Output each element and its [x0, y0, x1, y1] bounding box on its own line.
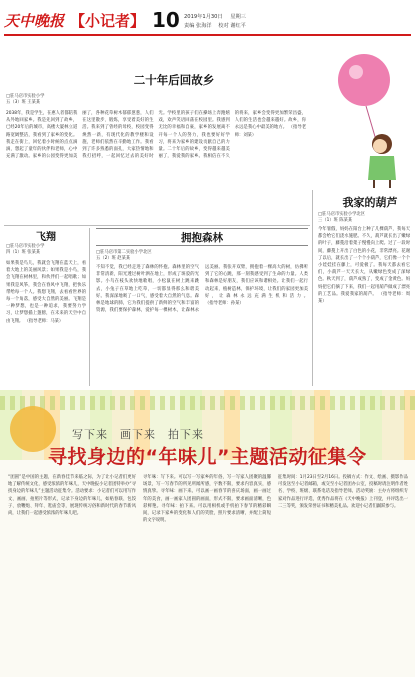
- article-body-gourd: [318, 226, 410, 384]
- header-rule: [4, 34, 411, 36]
- page-number: 10: [152, 8, 180, 32]
- editor-credit: 责编 张海洋: [184, 23, 212, 29]
- body-text: 如果我是鸟儿，我就会飞翔在蓝天上，看着大地上的美丽风景；如果我是小鸟，我会飞翔在树林里，和伙伴们一起唱歌；如果我是风筝，我会在春风中飞翔，把快乐带给每一个人。我想飞翔，去看看世界的每一个角落，感受大自然的美丽。飞翔是一种梦想，也是一种追求，我要努力学习，让梦想插上翅膀，在未来的天空中自由飞翔。: [6, 261, 86, 324]
- header-date-line: [184, 14, 246, 21]
- teacher-note: （指导老师：马某）: [24, 318, 64, 324]
- body-text: 今年暑假，妈妈在阳台上种了几棵葫芦，我每天都会给它们浇水施肥。不久，葫芦就长出了嫩绿的叶子，藤蔓沿着架子慢慢向上爬。过了一段时间，藤蔓上开出了白色的小花，非常漂亮。花谢了以后，就长出了一个个小葫芦，它们像一个个小娃娃挂在藤上，可爱极了。我每天都去看它们，小葫芦一天天长大，从嫩绿色变成了深绿色。秋天到了，葫芦成熟了，变成了金黄色。妈妈把它们摘了下来，我们一起用葫芦做成了漂亮的工艺品。我爱我家的葫芦。: [318, 227, 410, 297]
- campaign-column-3: 征集时间：1月23日至2月16日。投稿方式：作文、绘画、摄影作品可发送至小记者邮箱，或交至小记者团办公室，投稿时请注明作者姓名、学校、班级、联系电话及指导老师。活动奖励：主办方将组织专家对作品进行评选，优秀作品将在《天中晚报》上刊登，并评选出一二三等奖，颁发荣誉证书和精美礼品。欢迎小记者们踊跃参与。: [278, 475, 408, 509]
- campaign-column-2: 寻年味：写下来。可以写一写家乡的年俗，写一写家人团聚的温馨场景，写一写春节的所见所闻所感，字数不限，要求内容真实，感情真挚。寻年味：画下来。可以画一画春节的喜庆场面，画一画过年的美食，画一画家人团圆的画面，形式不限，要求画面清晰，色彩鲜艳。寻年味：拍下来。可以用相机或手机拍下春节的精彩瞬间，记录下家乡的变化和人们的笑脸，照片要求清晰，并配上简短的文字说明。: [143, 475, 271, 524]
- campaign-subtitle: 写下来 画下来 拍下来: [72, 428, 204, 441]
- byline-school: □驻马店市实验小学北区: [318, 212, 366, 217]
- balloon-girl-icon: [326, 40, 410, 190]
- article-title-hometown: 二十年后回故乡: [133, 73, 215, 87]
- byline-school: □驻马店市实验小学: [6, 244, 45, 249]
- teacher-note: （指导老师：孙某）: [205, 301, 244, 307]
- campaign-column-1: “团圆”是中国的主题，在新春佳节来临之际，为了让小记者们更好地了解传统文化，感受浓浓的年味儿，天中晚报小记者团特举办“寻找身边的年味儿”主题活动征集令。活动要求：小记者们可以用写作文、画画、拍照片等形式，记录下身边的年味儿，如贴春联、包饺子、放鞭炮、拜年、逛庙会等，展现传统习俗和新时代的春节新风尚，让我们一起感受浓浓的年味儿吧。: [8, 475, 136, 517]
- film-strip-decoration: [0, 396, 415, 410]
- column-divider: [89, 228, 90, 386]
- article-body-hometown: [6, 110, 306, 222]
- byline-class: 四（1）班 张某某: [6, 250, 41, 255]
- article-title-gourd: 我家的葫芦: [342, 196, 398, 209]
- header-staff-line: [184, 23, 246, 30]
- campaign-section: [0, 390, 415, 677]
- article-body-kite: [6, 260, 86, 384]
- byline-class: 五（3）班 王某某: [6, 100, 41, 105]
- article-byline-hometown: [6, 94, 81, 106]
- article-byline-gourd: [318, 212, 410, 224]
- article-title-forest: 拥抱森林: [181, 232, 223, 244]
- byline-class: 三（1）班 陈某某: [318, 218, 353, 223]
- campaign-title: 寻找身边的“年味儿”主题活动征集令: [48, 446, 367, 468]
- issue-date: 2019年1月30日: [184, 14, 223, 20]
- article-body-forest: [96, 264, 308, 384]
- newspaper-logo: 天中晚报: [4, 12, 65, 30]
- section-name: 【小记者】: [70, 12, 146, 30]
- balloon-girl-illustration: [326, 40, 410, 190]
- masthead: [4, 10, 411, 36]
- article-title-kite: 飞翔: [36, 232, 56, 243]
- article-byline-forest: [96, 250, 196, 262]
- teacher-note: （指导老师：刘某）: [234, 125, 306, 138]
- proof-credit: 校对 谢红平: [218, 23, 246, 29]
- row-divider: [4, 225, 310, 226]
- byline-school: □驻马店市第二实验小学北区: [96, 250, 152, 255]
- column-divider: [312, 190, 313, 386]
- body-text: 2038年，我是学生，在惠人者都陪我从外地回家乡。我是先回到了故乡，已经20年后的城市，高楼大厦林立道路宽阔整洁，我看到了家乡的变化。我走在街上，回忆着小时候的点点滴滴，想起了童年的伙伴和老师，心中充满了激动。家乡的公园变得更加美丽了，各种花草树木郁郁葱葱，人们在这里散步、锻炼，享受着美好的生活。我来到了曾经的母校，校园变得焕然一新，有现代化的教学楼和设施，老师们依然在辛勤地工作。我看到了许多熟悉的面孔，大家热情地和我打招呼，一起回忆过去的美好时光。学校里的孩子们在操场上奔跑嬉戏，欢声笑语回荡在校园里。我感到无比的幸福和自豪，家乡的发展离不开每一个人的努力，我也要好好学习，将来为家乡的建设贡献自己的力量。二十年后的故乡，变得越来越美丽了，我爱我的家乡。我相信在不久的将来，家乡会变得更加繁荣昌盛，人们的生活也会越来越好。故乡，你永远是我心中最美的地方。: [6, 111, 306, 160]
- issue-weekday: 星期三: [230, 14, 246, 20]
- teacher-note: （指导老师：周某）: [318, 291, 410, 305]
- byline-school: □驻马店市实验小学: [6, 94, 45, 99]
- article-byline-kite: [6, 244, 86, 256]
- byline-class: 五（2）班 赵某某: [96, 256, 131, 261]
- body-text: 不知不觉，我已经走进了森林的怀抱。森林里的空气非常清新，阳光透过树叶洒在地上，形成了斑驳的光影。小鸟在枝头欢快地歌唱，小松鼠在树上跳来跳去，小兔子在草地上吃草，一切都显得那么和谐美好。我深深地吸了一口气，感受着大自然的气息。森林是地球的肺，它为我们提供了新鲜的空气和丰富的资源，我们要保护森林，爱护每一棵树木，让森林永远美丽。我张开双臂，拥抱着一棵高大的树，仿佛听到了它的心跳，那一刻我感受到了生命的力量。人类和森林是好朋友，我们应该和谐相处。让我们一起行动起来，植树造林，保护环境，让我们的家园更加美好，让森林永远充满生机和活力。: [96, 265, 308, 314]
